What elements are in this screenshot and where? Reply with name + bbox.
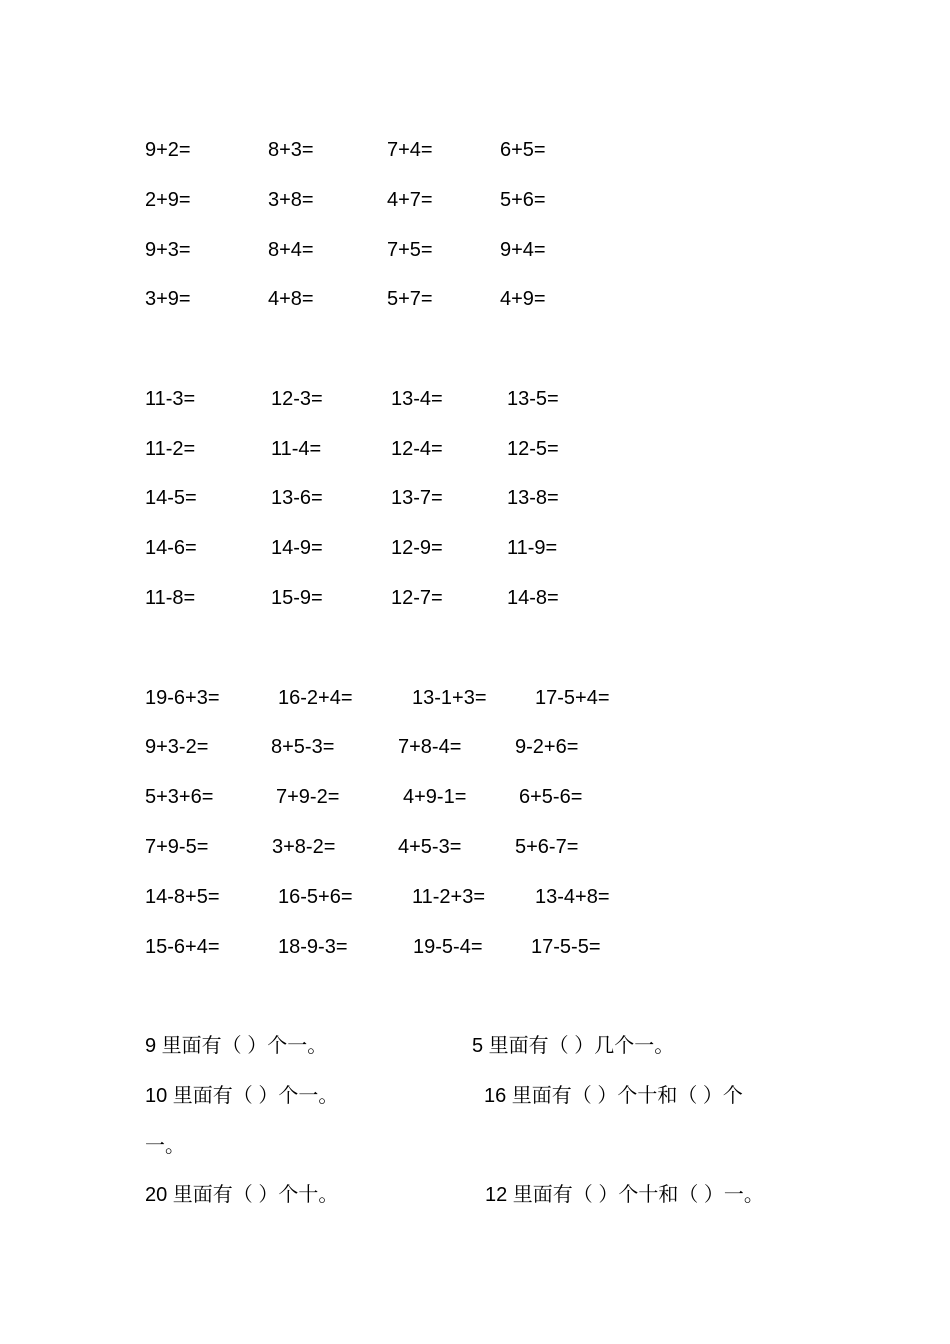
problem: 5+6= <box>500 189 546 211</box>
problem: 8+3= <box>268 139 314 161</box>
problem: 12-9= <box>391 537 443 559</box>
problem: 19-5-4= <box>413 936 483 958</box>
problem: 7+9-5= <box>145 836 209 858</box>
problem: 9-2+6= <box>515 736 579 758</box>
problem: 11-2+3= <box>412 886 486 908</box>
problem: 5+7= <box>387 288 433 310</box>
fill-blank-question: 5 里面有（ ）几个一。 <box>472 1035 675 1057</box>
problem: 8+5-3= <box>271 736 335 758</box>
problem: 13-5= <box>507 388 559 410</box>
problem: 15-9= <box>271 587 323 609</box>
problem: 14-6= <box>145 537 197 559</box>
problem: 6+5-6= <box>519 786 583 808</box>
fill-blank-question: 10 里面有（ ）个一。 <box>145 1085 339 1107</box>
problem: 13-8= <box>507 487 559 509</box>
problem: 19-6+3= <box>145 687 220 709</box>
problem: 4+7= <box>387 189 433 211</box>
problem: 7+8-4= <box>398 736 462 758</box>
fill-blank-question: 9 里面有（ ）个一。 <box>145 1035 328 1057</box>
problem: 4+5-3= <box>398 836 462 858</box>
problem: 5+6-7= <box>515 836 579 858</box>
problem: 2+9= <box>145 189 191 211</box>
problem: 14-8= <box>507 587 559 609</box>
problem: 11-9= <box>507 537 558 559</box>
problem: 13-4+8= <box>535 886 610 908</box>
problem: 12-4= <box>391 438 443 460</box>
problem: 6+5= <box>500 139 546 161</box>
problem: 13-4= <box>391 388 443 410</box>
problem: 9+2= <box>145 139 191 161</box>
problem: 9+3-2= <box>145 736 209 758</box>
problem: 16-5+6= <box>278 886 353 908</box>
problem: 3+9= <box>145 288 191 310</box>
fill-blank-question: 16 里面有（ ）个十和（ ）个 <box>484 1085 743 1107</box>
problem: 4+9-1= <box>403 786 467 808</box>
problem: 3+8-2= <box>272 836 336 858</box>
problem: 13-1+3= <box>412 687 487 709</box>
problem: 13-6= <box>271 487 323 509</box>
problem: 14-8+5= <box>145 886 220 908</box>
fill-blank-question: 一。 <box>145 1135 185 1157</box>
problem: 11-2= <box>145 438 196 460</box>
problem: 7+9-2= <box>276 786 340 808</box>
fill-blank-question: 12 里面有（ ）个十和（ ）一。 <box>485 1184 764 1206</box>
problem: 9+4= <box>500 239 546 261</box>
problem: 4+9= <box>500 288 546 310</box>
problem: 7+5= <box>387 239 433 261</box>
problem: 17-5-5= <box>531 936 601 958</box>
fill-blank-question: 20 里面有（ ）个十。 <box>145 1184 339 1206</box>
problem: 12-3= <box>271 388 323 410</box>
problem: 11-4= <box>271 438 322 460</box>
problem: 7+4= <box>387 139 433 161</box>
problem: 14-9= <box>271 537 323 559</box>
problem: 15-6+4= <box>145 936 220 958</box>
problem: 12-7= <box>391 587 443 609</box>
problem: 5+3+6= <box>145 786 214 808</box>
problem: 11-8= <box>145 587 196 609</box>
problem: 17-5+4= <box>535 687 610 709</box>
problem: 3+8= <box>268 189 314 211</box>
problem: 12-5= <box>507 438 559 460</box>
problem: 18-9-3= <box>278 936 348 958</box>
problem: 9+3= <box>145 239 191 261</box>
problem: 4+8= <box>268 288 314 310</box>
problem: 16-2+4= <box>278 687 353 709</box>
problem: 8+4= <box>268 239 314 261</box>
problem: 11-3= <box>145 388 196 410</box>
problem: 14-5= <box>145 487 197 509</box>
problem: 13-7= <box>391 487 443 509</box>
